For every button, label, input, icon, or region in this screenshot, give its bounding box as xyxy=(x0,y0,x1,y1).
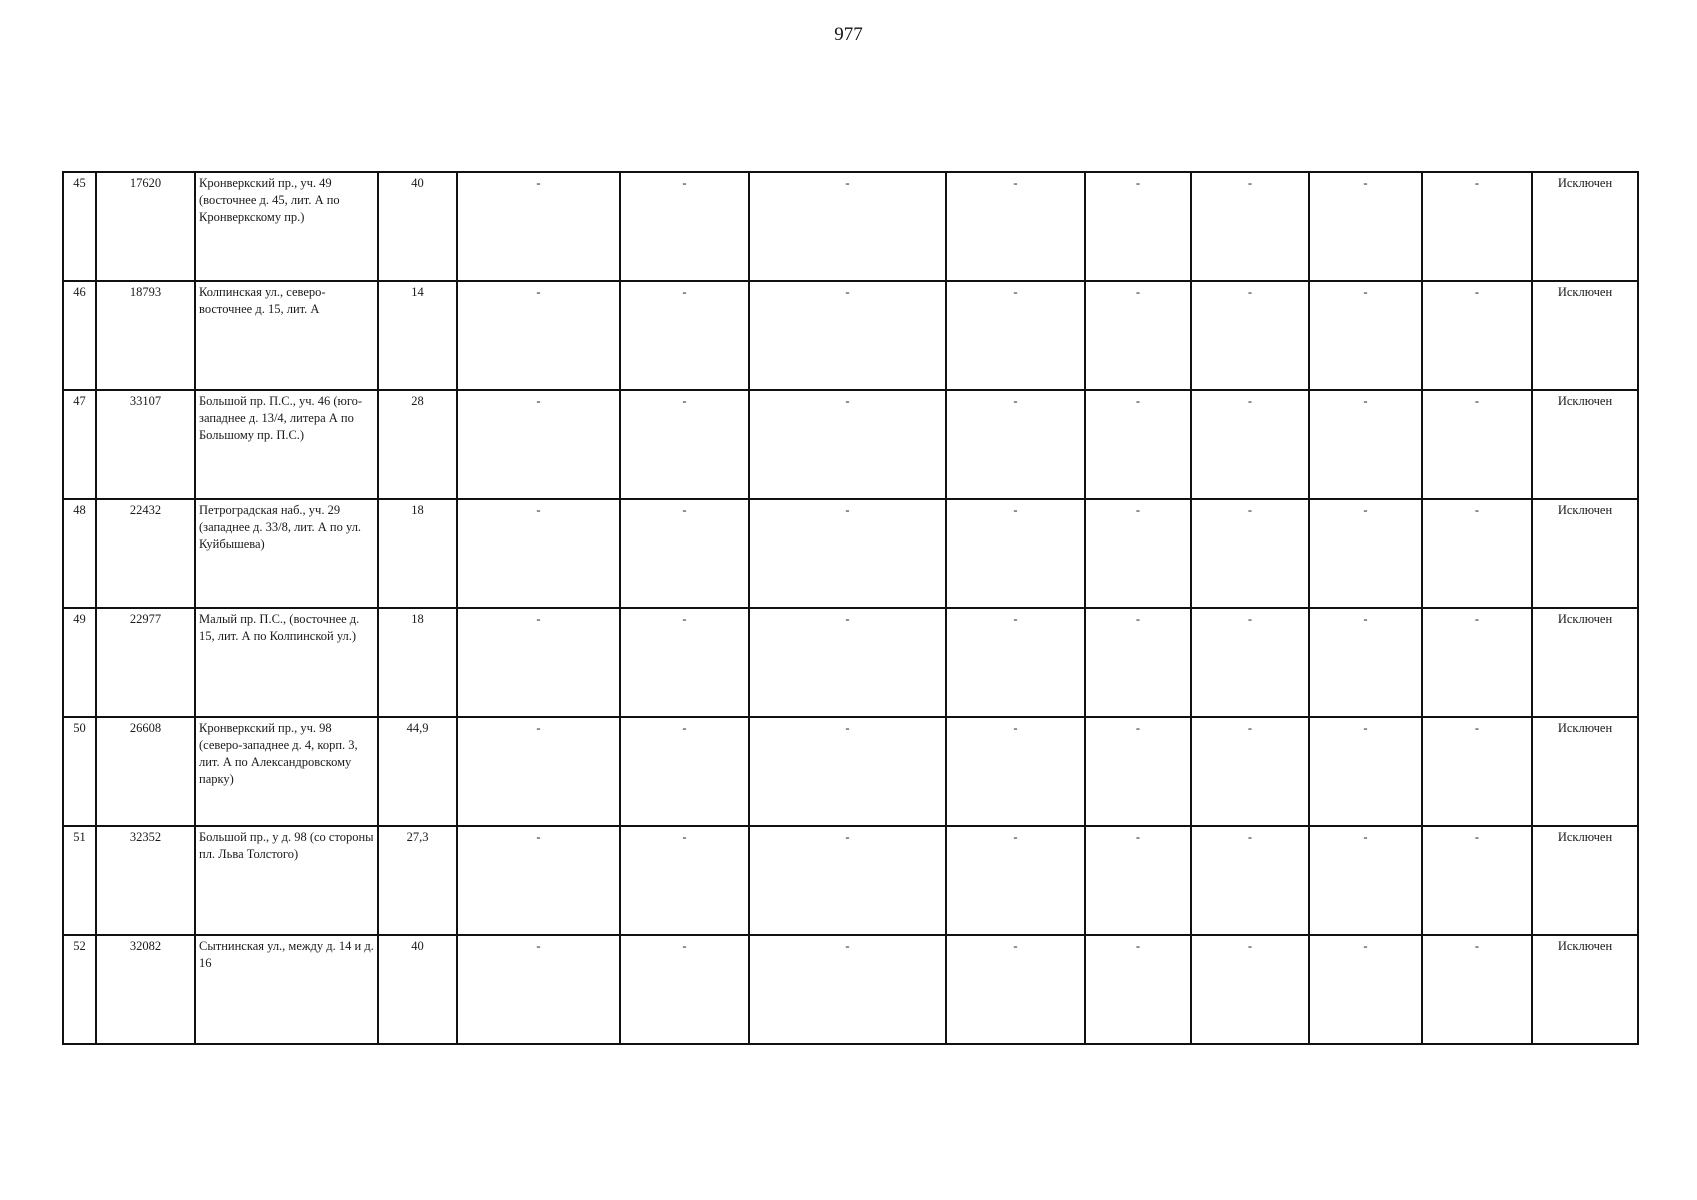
empty-dash-cell: - xyxy=(457,172,620,281)
status-cell: Исключен xyxy=(1532,390,1638,499)
empty-dash-cell: - xyxy=(749,608,946,717)
empty-dash-cell: - xyxy=(457,608,620,717)
empty-dash-cell: - xyxy=(1309,172,1422,281)
empty-dash-cell: - xyxy=(1085,935,1191,1044)
status-cell: Исключен xyxy=(1532,717,1638,826)
status-cell: Исключен xyxy=(1532,826,1638,935)
empty-dash-cell: - xyxy=(1422,172,1532,281)
registry-id-cell: 32352 xyxy=(96,826,195,935)
empty-dash-cell: - xyxy=(457,499,620,608)
empty-dash-cell: - xyxy=(946,281,1085,390)
registry-id-cell: 17620 xyxy=(96,172,195,281)
empty-dash-cell: - xyxy=(749,826,946,935)
empty-dash-cell: - xyxy=(1191,717,1309,826)
empty-dash-cell: - xyxy=(620,172,749,281)
value-cell: 18 xyxy=(378,499,457,608)
empty-dash-cell: - xyxy=(1191,172,1309,281)
registry-id-cell: 33107 xyxy=(96,390,195,499)
address-cell: Сытнинская ул., между д. 14 и д. 16 xyxy=(195,935,378,1044)
table-row xyxy=(63,281,1638,390)
status-cell: Исключен xyxy=(1532,281,1638,390)
empty-dash-cell: - xyxy=(1085,172,1191,281)
status-cell: Исключен xyxy=(1532,499,1638,608)
row-number-cell: 47 xyxy=(63,390,96,499)
empty-dash-cell: - xyxy=(1191,281,1309,390)
empty-dash-cell: - xyxy=(1422,935,1532,1044)
empty-dash-cell: - xyxy=(1309,608,1422,717)
row-number-cell: 46 xyxy=(63,281,96,390)
empty-dash-cell: - xyxy=(1309,717,1422,826)
empty-dash-cell: - xyxy=(620,717,749,826)
table-row xyxy=(63,390,1638,499)
value-cell: 40 xyxy=(378,172,457,281)
empty-dash-cell: - xyxy=(1309,935,1422,1044)
registry-id-cell: 18793 xyxy=(96,281,195,390)
empty-dash-cell: - xyxy=(946,172,1085,281)
empty-dash-cell: - xyxy=(1191,499,1309,608)
empty-dash-cell: - xyxy=(620,499,749,608)
empty-dash-cell: - xyxy=(1191,826,1309,935)
empty-dash-cell: - xyxy=(620,826,749,935)
address-cell: Петроградская наб., уч. 29 (западнее д. 33/8, лит. А по ул. Куйбышева) xyxy=(195,499,378,608)
table-row xyxy=(63,499,1638,608)
registry-id-cell: 22977 xyxy=(96,608,195,717)
empty-dash-cell: - xyxy=(749,281,946,390)
row-number-cell: 45 xyxy=(63,172,96,281)
status-cell: Исключен xyxy=(1532,172,1638,281)
table-row xyxy=(63,608,1638,717)
empty-dash-cell: - xyxy=(1191,608,1309,717)
empty-dash-cell: - xyxy=(457,281,620,390)
empty-dash-cell: - xyxy=(1309,281,1422,390)
empty-dash-cell: - xyxy=(946,717,1085,826)
empty-dash-cell: - xyxy=(1085,826,1191,935)
address-cell: Колпинская ул., северо-восточнее д. 15, лит. А xyxy=(195,281,378,390)
empty-dash-cell: - xyxy=(1085,281,1191,390)
empty-dash-cell: - xyxy=(749,390,946,499)
empty-dash-cell: - xyxy=(749,935,946,1044)
table-row xyxy=(63,172,1638,281)
address-cell: Большой пр., у д. 98 (со стороны пл. Льва Толстого) xyxy=(195,826,378,935)
table-row xyxy=(63,717,1638,826)
address-cell: Большой пр. П.С., уч. 46 (юго-западнее д. 13/4, литера А по Большому пр. П.С.) xyxy=(195,390,378,499)
empty-dash-cell: - xyxy=(457,935,620,1044)
registry-body xyxy=(63,172,1638,1044)
value-cell: 40 xyxy=(378,935,457,1044)
row-number-cell: 51 xyxy=(63,826,96,935)
empty-dash-cell: - xyxy=(749,172,946,281)
registry-id-cell: 32082 xyxy=(96,935,195,1044)
table-row xyxy=(63,935,1638,1044)
row-number-cell: 49 xyxy=(63,608,96,717)
empty-dash-cell: - xyxy=(1085,390,1191,499)
row-number-cell: 52 xyxy=(63,935,96,1044)
empty-dash-cell: - xyxy=(457,717,620,826)
empty-dash-cell: - xyxy=(1422,390,1532,499)
row-number-cell: 48 xyxy=(63,499,96,608)
empty-dash-cell: - xyxy=(749,717,946,826)
status-cell: Исключен xyxy=(1532,608,1638,717)
empty-dash-cell: - xyxy=(946,608,1085,717)
empty-dash-cell: - xyxy=(946,935,1085,1044)
row-number-cell: 50 xyxy=(63,717,96,826)
empty-dash-cell: - xyxy=(946,390,1085,499)
empty-dash-cell: - xyxy=(1085,499,1191,608)
empty-dash-cell: - xyxy=(1422,608,1532,717)
empty-dash-cell: - xyxy=(1309,499,1422,608)
empty-dash-cell: - xyxy=(457,826,620,935)
table-row xyxy=(63,826,1638,935)
address-cell: Малый пр. П.С., (восточнее д. 15, лит. А по Колпинской ул.) xyxy=(195,608,378,717)
address-cell: Кронверкский пр., уч. 98 (северо-западнее д. 4, корп. 3, лит. А по Александровскому парку) xyxy=(195,717,378,826)
value-cell: 27,3 xyxy=(378,826,457,935)
empty-dash-cell: - xyxy=(946,826,1085,935)
empty-dash-cell: - xyxy=(1085,608,1191,717)
empty-dash-cell: - xyxy=(1085,717,1191,826)
empty-dash-cell: - xyxy=(1309,826,1422,935)
empty-dash-cell: - xyxy=(457,390,620,499)
empty-dash-cell: - xyxy=(620,608,749,717)
empty-dash-cell: - xyxy=(620,281,749,390)
value-cell: 18 xyxy=(378,608,457,717)
registry-table xyxy=(62,171,1639,1045)
value-cell: 44,9 xyxy=(378,717,457,826)
value-cell: 28 xyxy=(378,390,457,499)
empty-dash-cell: - xyxy=(1191,935,1309,1044)
empty-dash-cell: - xyxy=(946,499,1085,608)
registry-id-cell: 26608 xyxy=(96,717,195,826)
empty-dash-cell: - xyxy=(1309,390,1422,499)
empty-dash-cell: - xyxy=(1191,390,1309,499)
empty-dash-cell: - xyxy=(1422,826,1532,935)
empty-dash-cell: - xyxy=(620,390,749,499)
empty-dash-cell: - xyxy=(1422,499,1532,608)
empty-dash-cell: - xyxy=(749,499,946,608)
empty-dash-cell: - xyxy=(620,935,749,1044)
page-number: 977 xyxy=(834,24,863,45)
registry-id-cell: 22432 xyxy=(96,499,195,608)
empty-dash-cell: - xyxy=(1422,281,1532,390)
value-cell: 14 xyxy=(378,281,457,390)
empty-dash-cell: - xyxy=(1422,717,1532,826)
address-cell: Кронверкский пр., уч. 49 (восточнее д. 45, лит. А по Кронверкскому пр.) xyxy=(195,172,378,281)
status-cell: Исключен xyxy=(1532,935,1638,1044)
